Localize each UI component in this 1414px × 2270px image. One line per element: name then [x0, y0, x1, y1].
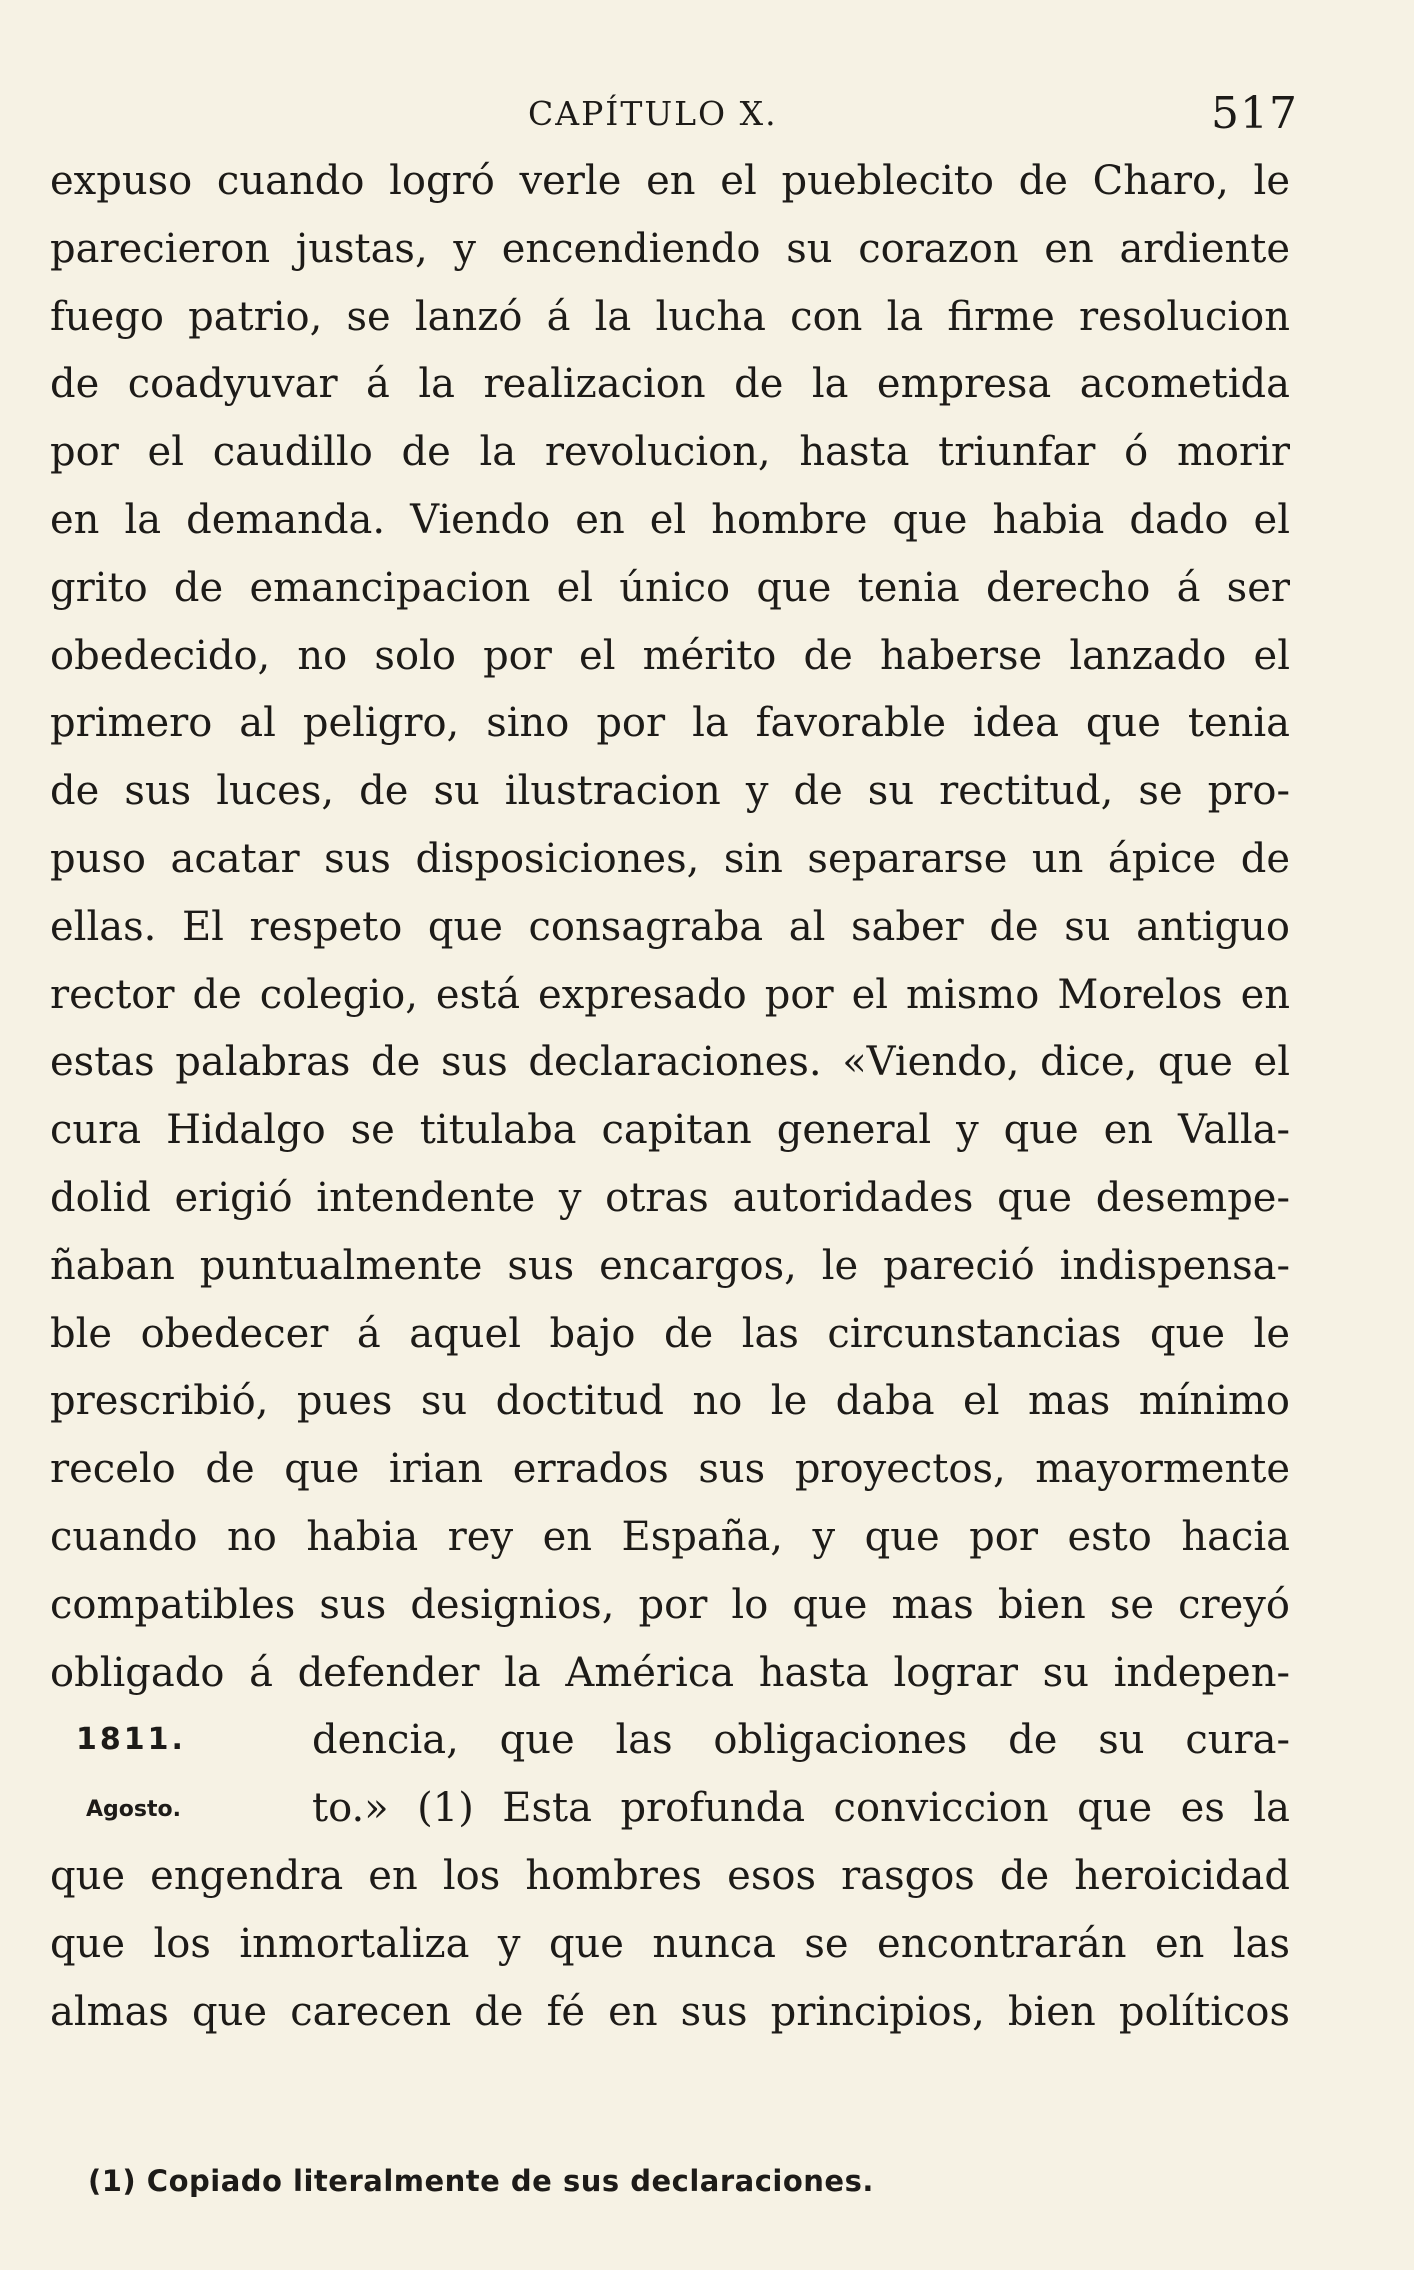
footnote-divider: [290, 2108, 300, 2110]
text-line: de sus luces, de su ilustracion y de su rectitud, se pro-: [50, 768, 1290, 815]
page-number: 517: [1211, 88, 1298, 139]
text-line: fuego patrio, se lanzó á la lucha con la firme resolucion: [50, 293, 1290, 340]
text-line: que engendra en los hombres esos rasgos de heroicidad: [50, 1852, 1290, 1899]
text-line: obedecido, no solo por el mérito de haberse lanzado el: [50, 632, 1290, 679]
text-line: puso acatar sus disposiciones, sin separarse un ápice de: [50, 835, 1290, 882]
text-line: dencia, que las obligaciones de su cura-: [312, 1717, 1290, 1764]
text-line: recelo de que irian errados sus proyectos, mayormente: [50, 1446, 1290, 1493]
chapter-title: CAPÍTULO X.: [528, 94, 778, 133]
text-line: grito de emancipacion el único que tenia derecho á ser: [50, 564, 1290, 611]
text-line: ble obedecer á aquel bajo de las circunstancias que le: [50, 1310, 1290, 1357]
text-line: por el caudillo de la revolucion, hasta triunfar ó morir: [50, 429, 1290, 476]
text-line: ñaban puntualmente sus encargos, le pareció indispensa-: [50, 1242, 1290, 1289]
text-line: dolid erigió intendente y otras autoridades que desempe-: [50, 1174, 1290, 1221]
text-line: prescribió, pues su doctitud no le daba el mas mínimo: [50, 1378, 1290, 1425]
text-line: cura Hidalgo se titulaba capitan general y que en Valla-: [50, 1107, 1290, 1154]
text-line: obligado á defender la América hasta lograr su indepen-: [50, 1649, 1290, 1696]
text-line: que los inmortaliza y que nunca se encontrarán en las: [50, 1920, 1290, 1967]
footnote: (1) Copiado literalmente de sus declaraciones.: [88, 2164, 874, 2198]
text-line: almas que carecen de fé en sus principios, bien políticos: [50, 1988, 1290, 2035]
text-line: cuando no habia rey en España, y que por esto hacia: [50, 1513, 1290, 1560]
text-line: en la demanda. Viendo en el hombre que habia dado el: [50, 496, 1290, 543]
running-header: [528, 88, 1298, 148]
text-line: expuso cuando logró verle en el pueblecito de Charo, le: [50, 158, 1290, 204]
text-line: to.» (1) Esta profunda conviccion que es la: [312, 1785, 1290, 1832]
text-line: de coadyuvar á la realizacion de la empresa acometida: [50, 361, 1290, 408]
text-line: compatibles sus designios, por lo que mas bien se creyó: [50, 1581, 1290, 1628]
text-line: ellas. El respeto que consagraba al saber de su antiguo: [50, 903, 1290, 950]
body-text: [50, 148, 1290, 2046]
margin-note-month: Agosto.: [86, 1797, 181, 1822]
text-line: rector de colegio, está expresado por el mismo Morelos en: [50, 971, 1290, 1018]
text-line: parecieron justas, y encendiendo su corazon en ardiente: [50, 225, 1290, 272]
margin-note-year: 1811.: [76, 1722, 186, 1757]
text-line: estas palabras de sus declaraciones. «Viendo, dice, que el: [50, 1039, 1290, 1086]
text-line: primero al peligro, sino por la favorable idea que tenia: [50, 700, 1290, 747]
